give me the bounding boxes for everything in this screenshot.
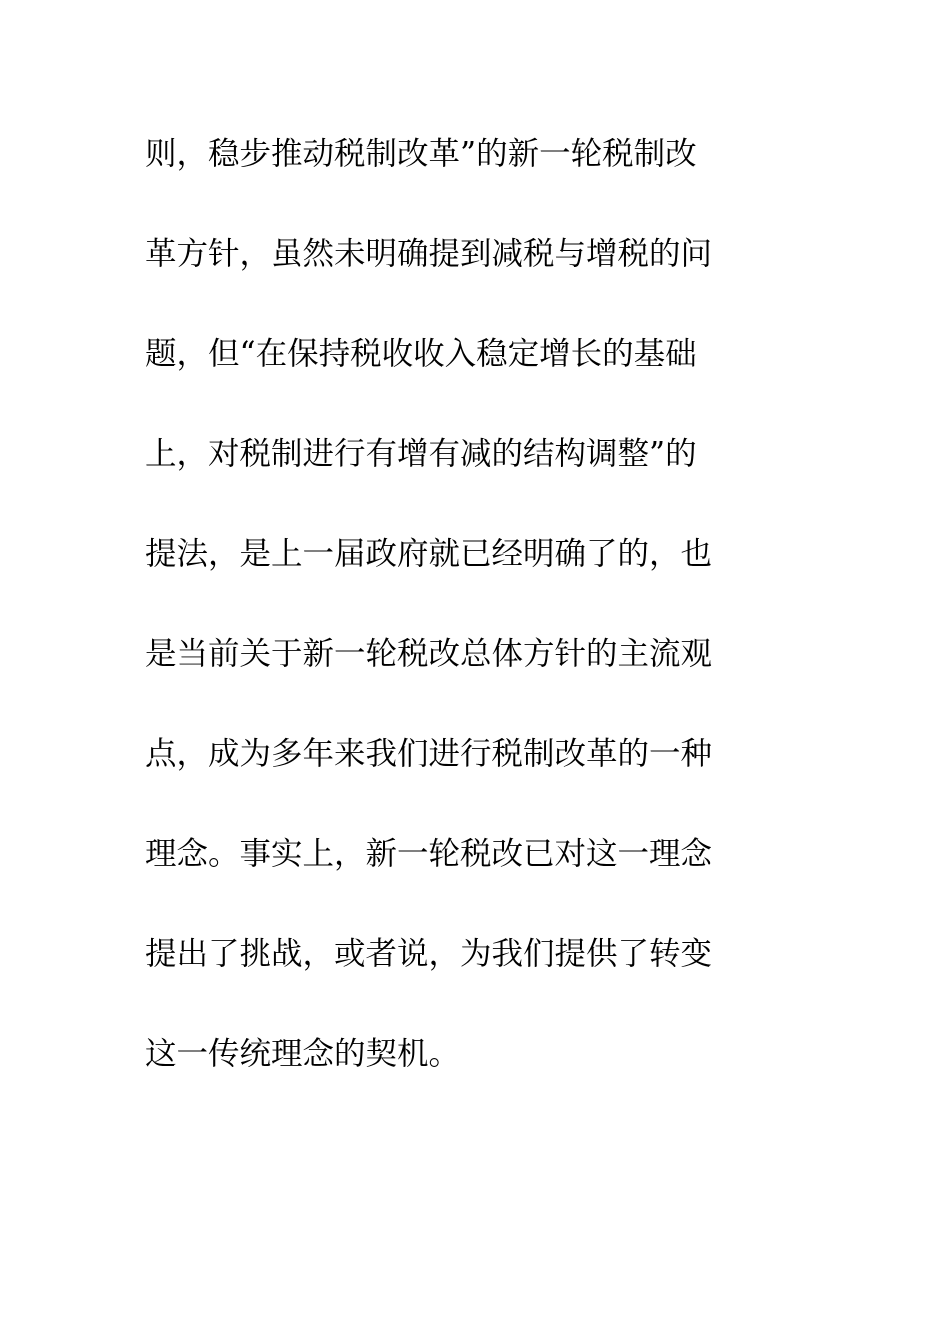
text-line: 点，成为多年来我们进行税制改革的一种 — [145, 736, 713, 772]
text-line: 革方针，虽然未明确提到减税与增税的问 — [145, 236, 713, 272]
text-line: 是当前关于新一轮税改总体方针的主流观 — [145, 636, 713, 672]
text-line: 提出了挑战，或者说，为我们提供了转变 — [145, 936, 713, 972]
text-line: 题，但“在保持税收收入稳定增长的基础 — [145, 336, 697, 372]
text-line: 上，对税制进行有增有减的结构调整”的 — [145, 436, 697, 472]
text-line: 则，稳步推动税制改革”的新一轮税制改 — [145, 136, 697, 172]
text-line: 理念。事实上，新一轮税改已对这一理念 — [145, 836, 713, 872]
text-line: 这一传统理念的契机。 — [145, 1036, 461, 1072]
text-line: 提法，是上一届政府就已经明确了的，也 — [145, 536, 713, 572]
body-paragraph — [145, 128, 805, 1128]
